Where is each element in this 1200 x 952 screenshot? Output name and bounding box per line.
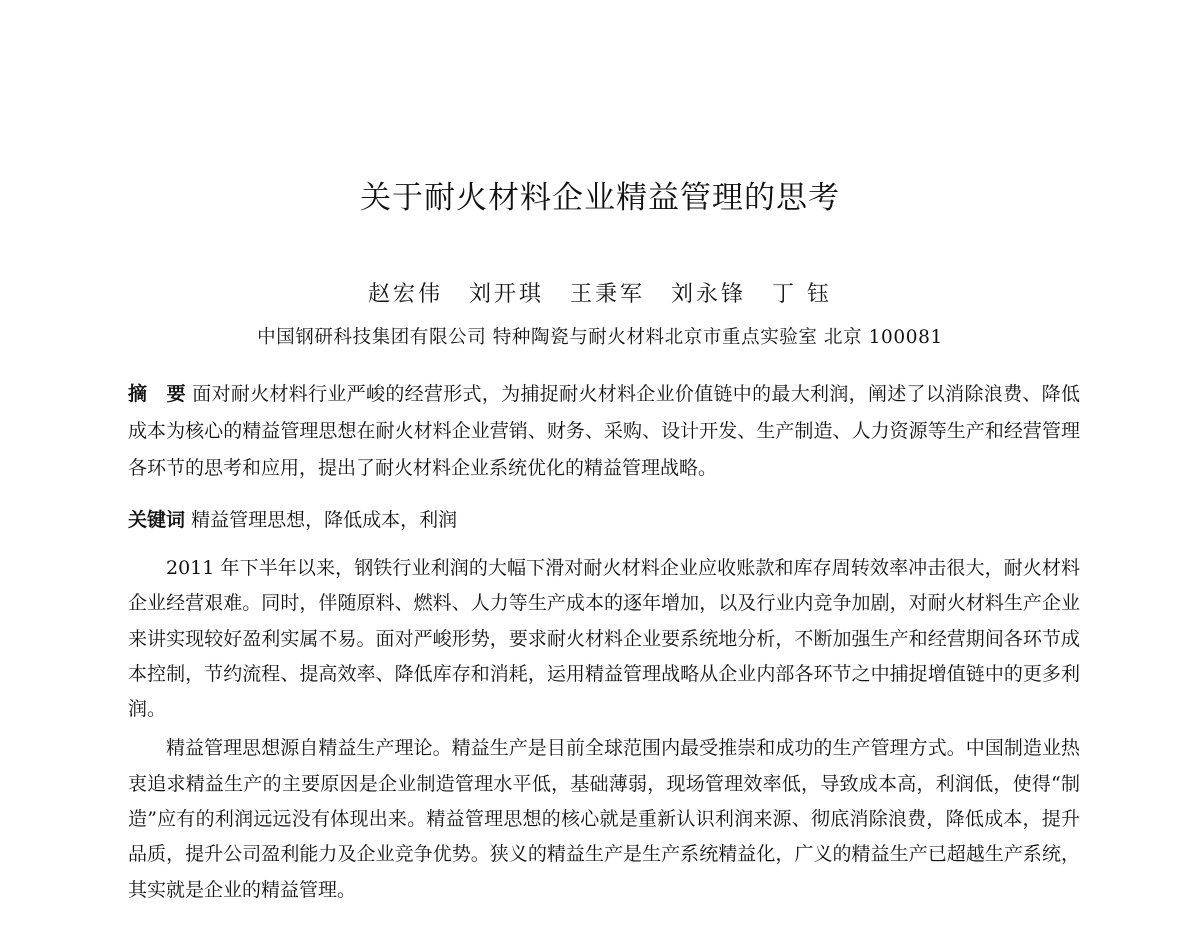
author-name: 王秉军	[570, 282, 646, 307]
keywords	[128, 503, 1080, 537]
author-name: 赵宏伟	[367, 282, 443, 307]
abstract-text: 面对耐火材料行业严峻的经营形式，为捕捉耐火材料企业价值链中的最大利润，阐述了以消除浪费、降低成本为核心的精益管理思想在耐火材料企业营销、财务、采购、设计开发、生产制造、人力资源等生产和经营管理各环节的思考和应用，提出了耐火材料企业系统优化的精益管理战略。	[128, 383, 1080, 479]
author-name: 刘开琪	[468, 282, 544, 307]
abstract	[128, 376, 1080, 487]
author-name: 刘永锋	[671, 282, 747, 307]
abstract-label: 摘 要	[128, 383, 186, 405]
body-text	[128, 551, 1080, 912]
body-paragraph: 2011 年下半年以来，钢铁行业利润的大幅下滑对耐火材料企业应收账款和库存周转效率冲击很大，耐火材料企业经营艰难。同时，伴随原料、燃料、人力等生产成本的逐年增加，以及行业内竞争加剧，对耐火材料生产企业来讲实现较好盈利实属不易。面对严峻形势，要求耐火材料企业要系统地分析，不断加强生产和经营期间各环节成本控制，节约流程、提高效率、降低库存和消耗，运用精益管理战略从企业内部各环节之中捕捉增值链中的更多利润。	[128, 557, 1080, 721]
paper-title: 关于耐火材料企业精益管理的思考	[360, 180, 840, 216]
body-paragraph: 精益管理思想源自精益生产理论。精益生产是目前全球范围内最受推崇和成功的生产管理方式。中国制造业热衷追求精益生产的主要原因是企业制造管理水平低，基础薄弱，现场管理效率低，导致成本高，利润低，使得“制造”应有的利润远远没有体现出来。精益管理思想的核心就是重新认识利润来源、彻底消除浪费，降低成本，提升品质，提升公司盈利能力及企业竞争优势。狭义的精益生产是生产系统精益化，广义的精益生产已超越生产系统，其实就是企业的精益管理。	[128, 737, 1080, 901]
author-name: 丁 钰	[772, 282, 833, 307]
author-affiliation: 中国钢研科技集团有限公司 特种陶瓷与耐火材料北京市重点实验室 北京 100081	[257, 327, 943, 348]
keywords-text: 精益管理思想，降低成本，利润	[191, 509, 458, 531]
author-list	[0, 280, 1200, 310]
keywords-label: 关键词	[128, 509, 186, 531]
